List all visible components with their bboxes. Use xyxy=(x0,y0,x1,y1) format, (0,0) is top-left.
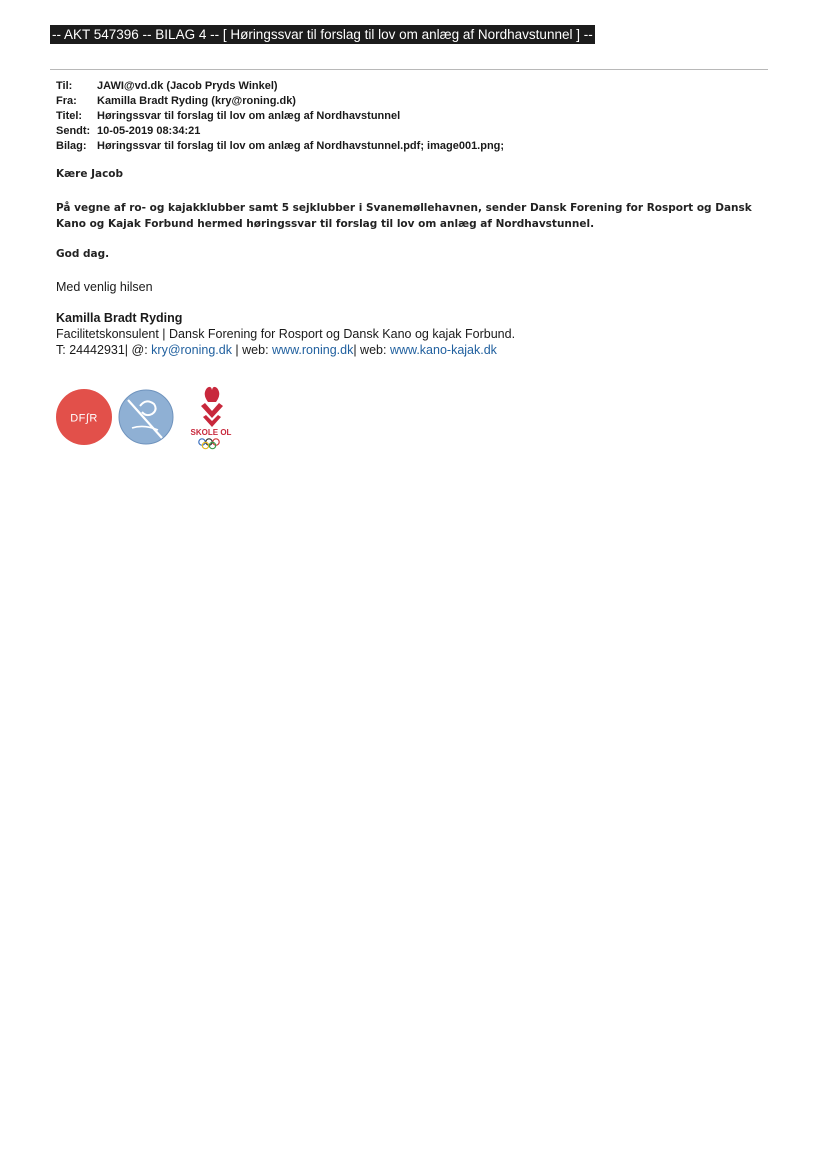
dffr-logo-text: DF∫R xyxy=(70,412,98,425)
web-separator: | web: xyxy=(231,343,273,357)
signature-name: Kamilla Bradt Ryding xyxy=(56,311,183,325)
body-paragraph: På vegne af ro- og kajakklubber samt 5 sejklubber i Svanemøllehavnen, sender Dansk Forening for Rosport og Dansk Kano og Kajak Forbund hermed høringssvar til forslag til lov om anlæg af Nordhavstunnel. xyxy=(56,202,752,230)
header-row-title xyxy=(56,109,401,124)
header-label: Sendt: xyxy=(56,125,91,137)
header-value: JAWI@vd.dk (Jacob Pryds Winkel) xyxy=(97,80,278,92)
skole-ol-text: SKOLE OL xyxy=(190,428,232,437)
header-value: Kamilla Bradt Ryding (kry@roning.dk) xyxy=(97,95,296,107)
phone-text: T: 24442931| @: xyxy=(56,343,152,357)
closing-line: Med venlig hilsen xyxy=(56,280,153,294)
header-value: Høringssvar til forslag til lov om anlæg af Nordhavstunnel xyxy=(97,110,401,122)
club-logos xyxy=(56,384,246,454)
header-label: Bilag: xyxy=(56,140,87,152)
kano-kajak-web-link[interactable]: www.kano-kajak.dk xyxy=(389,343,497,357)
header-value: 10-05-2019 08:34:21 xyxy=(97,125,201,137)
good-day-line: God dag. xyxy=(56,248,110,260)
header-label: Titel: xyxy=(56,110,83,122)
signature-title: Facilitetskonsulent | Dansk Forening for Rosport og Dansk Kano og kajak Forbund. xyxy=(56,327,516,341)
header-label: Til: xyxy=(56,80,73,92)
header-value: Høringssvar til forslag til lov om anlæg af Nordhavstunnel.pdf; image001.png; xyxy=(97,140,505,152)
header-row-to xyxy=(56,79,278,94)
web-separator: | web: xyxy=(353,343,390,357)
olympic-rings-icon xyxy=(199,439,219,449)
skole-ol-logo xyxy=(191,387,232,449)
header-row-sent xyxy=(56,124,201,139)
document-banner: -- AKT 547396 -- BILAG 4 -- [ Høringssvar til forslag til lov om anlæg af Nordhavstunnel ] -- xyxy=(52,27,593,42)
email-header xyxy=(56,79,505,154)
greeting: Kære Jacob xyxy=(56,168,124,180)
signature-block xyxy=(56,310,515,358)
header-divider xyxy=(50,69,768,70)
header-row-attachments xyxy=(56,139,505,154)
roning-web-link[interactable]: www.roning.dk xyxy=(272,343,354,357)
dffr-logo xyxy=(56,389,112,445)
header-label: Fra: xyxy=(56,95,77,107)
email-link[interactable]: kry@roning.dk xyxy=(151,343,232,357)
header-row-from xyxy=(56,94,296,109)
kayak-logo xyxy=(119,390,173,444)
signature-contact xyxy=(56,342,515,358)
